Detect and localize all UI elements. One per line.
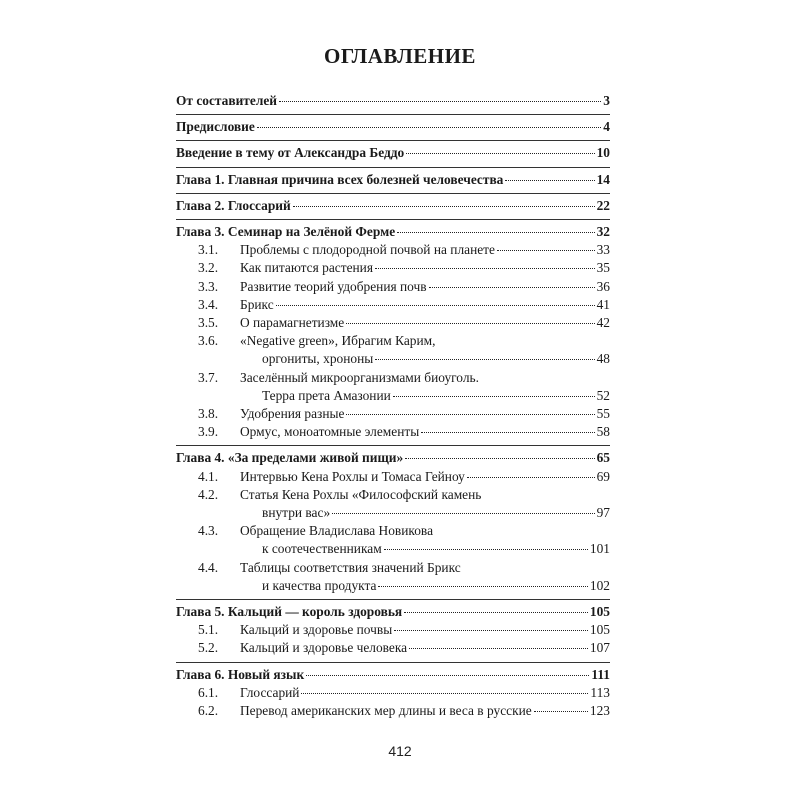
entry-number: 3.1. <box>198 242 219 258</box>
entry-title: «Negative green», Ибрагим Карим, <box>240 333 436 349</box>
toc-subentry[interactable] <box>176 241 610 259</box>
dot-leader <box>505 180 594 181</box>
toc-subentry[interactable] <box>176 486 610 504</box>
toc-section <box>176 600 610 663</box>
entry-page: 101 <box>589 541 610 557</box>
entry-page: 113 <box>590 684 610 700</box>
entry-page: 102 <box>589 577 610 593</box>
entry-page: 123 <box>589 703 610 719</box>
entry-number: 3.8. <box>198 406 219 422</box>
entry-number: 4.4. <box>198 559 219 575</box>
toc-subentry[interactable] <box>176 559 610 577</box>
toc-subentry-continued[interactable] <box>176 350 610 368</box>
dot-leader <box>332 513 594 514</box>
entry-number: 6.1. <box>198 684 219 700</box>
entry-number: 3.4. <box>198 296 219 312</box>
entry-title: Удобрения разные <box>240 406 345 422</box>
entry-page: 3 <box>603 93 610 108</box>
entry-title: Развитие теорий удобрения почв <box>240 278 427 294</box>
entry-title: Интервью Кена Рохлы и Томаса Гейноу <box>240 468 465 484</box>
entry-title-continued: оргониты, хрононы <box>262 351 374 367</box>
entry-page: 55 <box>596 406 610 422</box>
dot-leader <box>301 693 588 694</box>
entry-page: 10 <box>596 145 610 161</box>
entry-page: 52 <box>596 387 610 403</box>
entry-number: 5.1. <box>198 622 219 638</box>
toc-section <box>176 194 610 220</box>
entry-title: От составителей <box>176 93 277 108</box>
toc-chapter[interactable] <box>176 223 610 241</box>
toc-section <box>176 220 610 446</box>
entry-title-continued: и качества продукта <box>262 577 377 593</box>
entry-page: 111 <box>591 666 610 682</box>
entry-title: Глава 3. Семинар на Зелёной Ферме <box>176 224 396 240</box>
dot-leader <box>375 359 594 360</box>
toc-subentry[interactable] <box>176 278 610 296</box>
entry-page: 107 <box>589 640 610 656</box>
entry-title: О парамагнетизме <box>240 315 345 331</box>
toc-chapter[interactable] <box>176 449 610 467</box>
entry-page: 41 <box>596 296 610 312</box>
entry-page: 33 <box>596 242 610 258</box>
entry-title: Глава 6. Новый язык <box>176 666 305 682</box>
entry-page: 14 <box>596 171 610 187</box>
entry-number: 3.5. <box>198 315 219 331</box>
toc-chapter[interactable] <box>176 666 610 684</box>
dot-leader <box>276 305 595 306</box>
entry-page: 22 <box>596 197 610 213</box>
table-of-contents <box>176 89 610 724</box>
entry-title: Обращение Владислава Новикова <box>240 523 434 539</box>
dot-leader <box>534 711 588 712</box>
entry-title: Ормус, моноатомные элементы <box>240 424 420 440</box>
toc-entry[interactable] <box>176 171 610 189</box>
toc-subentry[interactable] <box>176 423 610 441</box>
entry-title: Заселённый микроорганизмами биоуголь. <box>240 369 479 385</box>
entry-page: 69 <box>596 468 610 484</box>
dot-leader <box>405 458 594 459</box>
dot-leader <box>467 477 595 478</box>
entry-title: Статья Кена Рохлы «Философский камень <box>240 486 482 502</box>
dot-leader <box>257 127 601 128</box>
entry-number: 3.6. <box>198 333 219 349</box>
toc-subentry[interactable] <box>176 702 610 720</box>
toc-section <box>176 89 610 115</box>
entry-number: 3.3. <box>198 278 219 294</box>
toc-entry[interactable] <box>176 118 610 136</box>
toc-subentry[interactable] <box>176 314 610 332</box>
entry-title: Проблемы с плодородной почвой на планете <box>240 242 495 258</box>
entry-number: 4.2. <box>198 486 219 502</box>
dot-leader <box>404 612 588 613</box>
toc-entry[interactable] <box>176 197 610 215</box>
dot-leader <box>306 675 589 676</box>
entry-page: 48 <box>596 351 610 367</box>
entry-title: Введение в тему от Александра Беддо <box>176 145 405 161</box>
entry-number: 4.3. <box>198 523 219 539</box>
dot-leader <box>346 414 594 415</box>
dot-leader <box>293 206 595 207</box>
dot-leader <box>384 549 588 550</box>
toc-section <box>176 141 610 167</box>
entry-page: 97 <box>596 505 610 521</box>
toc-section <box>176 446 610 600</box>
toc-subentry-continued[interactable] <box>176 540 610 558</box>
entry-number: 4.1. <box>198 468 219 484</box>
entry-title: Как питаются растения <box>240 260 374 276</box>
toc-chapter[interactable] <box>176 603 610 621</box>
toc-subentry[interactable] <box>176 296 610 314</box>
entry-title: Перевод американских мер длины и веса в русские <box>240 703 532 719</box>
entry-number: 3.2. <box>198 260 219 276</box>
dot-leader <box>406 153 594 154</box>
entry-number: 3.7. <box>198 369 219 385</box>
dot-leader <box>397 232 594 233</box>
toc-subentry[interactable] <box>176 639 610 657</box>
dot-leader <box>375 268 595 269</box>
entry-number: 6.2. <box>198 703 219 719</box>
entry-number: 5.2. <box>198 640 219 656</box>
toc-subentry-continued[interactable] <box>176 387 610 405</box>
toc-subentry[interactable] <box>176 332 610 350</box>
toc-subentry[interactable] <box>176 259 610 277</box>
dot-leader <box>421 432 594 433</box>
toc-subentry[interactable] <box>176 684 610 702</box>
entry-title: Кальций и здоровье человека <box>240 640 408 656</box>
entry-title: Глава 4. «За пределами живой пищи» <box>176 450 404 466</box>
entry-title: Глава 1. Главная причина всех болезней человечества <box>176 171 504 187</box>
dot-leader <box>346 323 594 324</box>
entry-title: Глава 5. Кальций — король здоровья <box>176 604 403 620</box>
dot-leader <box>497 250 595 251</box>
toc-section <box>176 168 610 194</box>
dot-leader <box>429 287 595 288</box>
page-number: 412 <box>388 743 412 759</box>
page-title: ОГЛАВЛЕНИЕ <box>324 44 476 68</box>
entry-title-continued: Терра прета Амазонии <box>262 387 391 403</box>
toc-subentry[interactable] <box>176 468 610 486</box>
dot-leader <box>409 648 588 649</box>
toc-subentry-continued[interactable] <box>176 504 610 522</box>
entry-page: 65 <box>596 450 610 466</box>
toc-subentry[interactable] <box>176 621 610 639</box>
entry-page: 105 <box>589 622 610 638</box>
entry-title: Предисловие <box>176 119 255 135</box>
toc-subentry-continued[interactable] <box>176 577 610 595</box>
dot-leader <box>279 101 601 102</box>
toc-section <box>176 663 610 725</box>
dot-leader <box>394 630 588 631</box>
entry-page: 42 <box>596 315 610 331</box>
dot-leader <box>393 396 595 397</box>
entry-title: Глава 2. Глоссарий <box>176 197 291 213</box>
entry-page: 105 <box>589 604 610 620</box>
entry-title: Глоссарий <box>240 684 300 700</box>
entry-page: 58 <box>596 424 610 440</box>
entry-page: 35 <box>596 260 610 276</box>
entry-page: 4 <box>603 119 610 135</box>
entry-number: 3.9. <box>198 424 219 440</box>
toc-subentry[interactable] <box>176 522 610 540</box>
entry-title: Брикс <box>240 296 274 312</box>
entry-title: Кальций и здоровье почвы <box>240 622 393 638</box>
entry-page: 36 <box>596 278 610 294</box>
entry-title-continued: внутри вас» <box>262 505 331 521</box>
dot-leader <box>378 586 587 587</box>
entry-page: 32 <box>596 224 610 240</box>
toc-subentry[interactable] <box>176 405 610 423</box>
toc-section <box>176 115 610 141</box>
entry-title: Таблицы соответствия значений Брикс <box>240 559 461 575</box>
toc-entry[interactable] <box>176 92 610 110</box>
toc-entry[interactable] <box>176 144 610 162</box>
entry-title-continued: к соотечественникам <box>262 541 382 557</box>
toc-subentry[interactable] <box>176 369 610 387</box>
